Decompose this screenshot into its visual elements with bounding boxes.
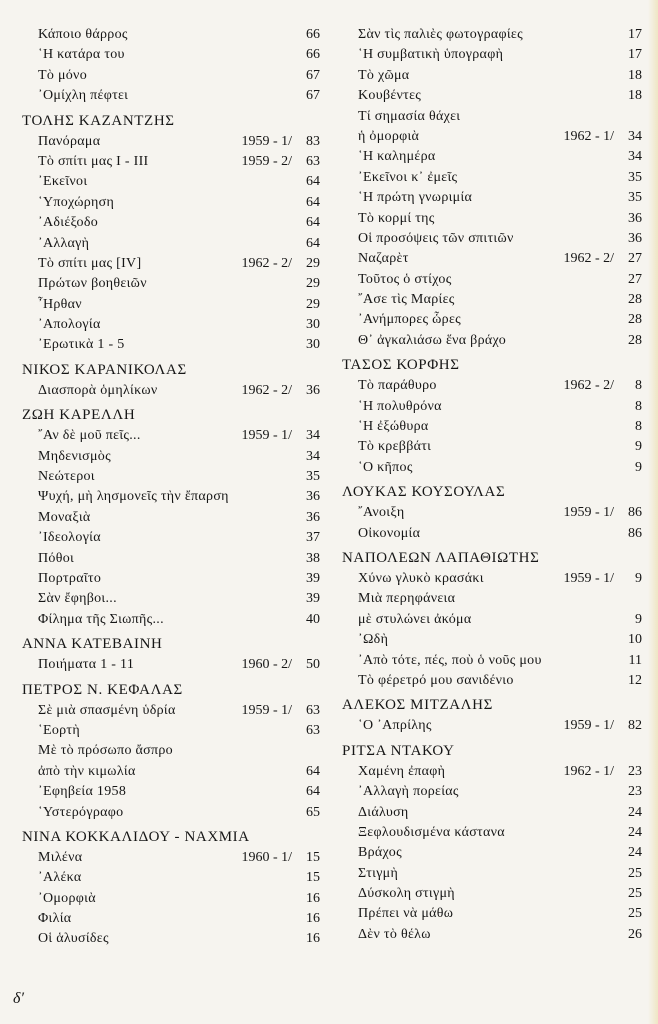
entry-title: Μὲ τὸ πρόσωπο ἄσπρο: [38, 743, 173, 759]
entry-title: Σὰν τὶς παλιὲς φωτογραφίες: [358, 27, 523, 42]
entry-title: Διάλυση: [358, 804, 409, 820]
index-entry: [22, 132, 320, 152]
author-section: [342, 25, 642, 351]
entry-page: 10: [628, 632, 642, 648]
entry-page: 35: [628, 169, 642, 185]
entry-page: 34: [306, 448, 320, 464]
index-entry: [22, 508, 320, 528]
entry-page: 9: [635, 439, 642, 455]
entry-page: 11: [628, 652, 642, 668]
index-entry: [342, 249, 642, 269]
entry-page: 17: [628, 27, 642, 42]
entry-page: 36: [628, 210, 642, 226]
entry-title: Ναζαρὲτ: [358, 251, 409, 267]
entry-title: Τὸ μόνο: [38, 67, 87, 83]
entry-page: 18: [628, 88, 642, 104]
author-name: ΤΟΛΗΣ ΚΑΖΑΝΤΖΗΣ: [22, 112, 175, 129]
entry-title: Πορτραῖτο: [38, 570, 102, 586]
entry-title: Τὸ παράθυρο: [358, 378, 437, 394]
entry-page: 8: [635, 419, 642, 435]
index-entry: [22, 589, 320, 609]
index-entry: [342, 716, 642, 736]
entry-title: Τὸ φέρετρό μου σανιδένιο: [358, 672, 514, 688]
index-entry: [342, 503, 642, 523]
entry-title: Φιλία: [38, 911, 72, 927]
entry-page: 50: [306, 657, 320, 673]
entry-page: 30: [306, 337, 320, 353]
index-entry: [22, 315, 320, 335]
entry-issue: 1962 - 2/: [563, 251, 614, 267]
entry-page: 23: [628, 784, 642, 800]
entry-title: Οἱ προσόψεις τῶν σπιτιῶν: [358, 230, 514, 246]
index-entry: [342, 904, 642, 924]
entry-page: 64: [306, 174, 320, 190]
entry-title: ᾿Ομίχλη πέφτει: [38, 88, 129, 104]
entry-page: 16: [306, 890, 320, 906]
index-entry: [342, 290, 642, 310]
index-entry: [342, 762, 642, 782]
author-name: ΑΛΕΚΟΣ ΜΙΤΖΑΛΗΣ: [342, 697, 493, 714]
entry-issue: 1960 - 1/: [241, 849, 292, 865]
entry-title: Τὸ σπίτι μας I - III: [38, 153, 149, 169]
entry-issue: 1962 - 1/: [563, 763, 614, 779]
index-column-left: [22, 25, 320, 950]
index-entry: [22, 655, 320, 675]
index-entry: [342, 331, 642, 351]
entry-title: Πρέπει νὰ μάθω: [358, 906, 454, 922]
index-entry: [22, 782, 320, 802]
index-entry: [22, 335, 320, 355]
author-name: ΤΑΣΟΣ ΚΟΡΦΗΣ: [342, 357, 460, 374]
entry-page: 25: [628, 865, 642, 881]
entry-page: 40: [306, 611, 320, 627]
index-entry: [22, 467, 320, 487]
entry-page: 30: [306, 317, 320, 333]
index-entry: [22, 528, 320, 548]
index-entry: [22, 868, 320, 888]
entry-title: Πόθοι: [38, 550, 75, 566]
index-entry: [22, 426, 320, 446]
index-entry: [342, 458, 642, 478]
index-entry: [342, 569, 642, 589]
index-entry: [22, 487, 320, 507]
entry-issue: 1959 - 2/: [241, 153, 292, 169]
entry-title: ᾿Ερωτικὰ 1 - 5: [38, 337, 125, 353]
entry-title: ᾿Εκεῖνοι κ᾿ ἐμεῖς: [358, 169, 458, 185]
index-entry: [22, 66, 320, 86]
index-entry: [22, 569, 320, 589]
entry-page: 36: [306, 509, 320, 525]
entry-page: 36: [306, 489, 320, 505]
entry-page: 36: [628, 230, 642, 246]
index-entry: [342, 417, 642, 437]
entry-title: Διασπορὰ ὁμηλίκων: [38, 382, 158, 398]
entry-page: 35: [306, 469, 320, 485]
index-entry: [342, 188, 642, 208]
index-entry: [342, 107, 642, 127]
entry-title: ῾Ο ᾿Απρίλης: [358, 718, 432, 734]
entry-page: 67: [306, 67, 320, 83]
entry-page: 28: [628, 332, 642, 348]
entry-page: [620, 589, 642, 609]
entry-title: ἡ ὀμορφιὰ: [358, 128, 420, 144]
entry-title: ᾿Ομορφιὰ: [38, 890, 96, 906]
entry-page: 64: [306, 763, 320, 779]
entry-title: ῎Αν δὲ μοῦ πεῖς...: [38, 428, 141, 444]
entry-title: ᾿Απὸ τότε, πές, ποὺ ὁ νοῦς μου: [358, 652, 542, 668]
index-entry: [22, 762, 320, 782]
entry-page: 67: [306, 88, 320, 104]
author-section: [22, 25, 320, 107]
entry-page: 64: [306, 784, 320, 800]
entry-page: 37: [306, 530, 320, 546]
entry-title: Πανόραμα: [38, 133, 101, 149]
index-entry: [22, 213, 320, 233]
entry-title: ῾Η ἐξώθυρα: [358, 419, 429, 435]
entry-title: ἀπὸ τὴν κιμωλία: [38, 763, 136, 779]
entry-page: 35: [628, 190, 642, 206]
entry-issue: 1959 - 1/: [563, 505, 614, 521]
entry-title: Τὸ χῶμα: [358, 67, 410, 83]
index-entry: [342, 524, 642, 544]
index-entry: [342, 437, 642, 457]
index-entry: [342, 803, 642, 823]
entry-title: Νεώτεροι: [38, 469, 95, 485]
entry-page: 15: [306, 849, 320, 865]
entry-title: Κουβέντες: [358, 88, 422, 104]
entry-title: ῾Ο κῆπος: [358, 459, 413, 475]
entry-title: ᾿Αδιέξοδο: [38, 215, 99, 231]
author-name: ΠΕΤΡΟΣ Ν. ΚΕΦΑΛΑΣ: [22, 681, 183, 698]
index-entry: [342, 270, 642, 290]
entry-page: 64: [306, 194, 320, 210]
entry-page: 86: [628, 525, 642, 541]
author-section: [342, 741, 642, 946]
author-name: ΝΑΠΟΛΕΩΝ ΛΑΠΑΘΙΩΤΗΣ: [342, 549, 540, 566]
index-entry: [342, 86, 642, 106]
index-entry: [22, 549, 320, 569]
entry-title: ᾿Ιδεολογία: [38, 530, 101, 546]
entry-page: 23: [628, 763, 642, 779]
entry-title: Φίλημα τῆς Σιωπῆς...: [38, 611, 164, 627]
entry-title: ῾Εορτὴ: [38, 722, 80, 738]
entry-page: 34: [628, 149, 642, 165]
entry-page: 26: [628, 926, 642, 942]
entry-page: 8: [635, 398, 642, 414]
entry-title: Χύνω γλυκὸ κρασάκι: [358, 570, 484, 586]
entry-page: 24: [628, 804, 642, 820]
entry-page: 9: [635, 611, 642, 627]
entry-page: 25: [628, 906, 642, 922]
entry-title: Οἱ ἁλυσίδες: [38, 931, 109, 947]
entry-page: 86: [628, 505, 642, 521]
index-entry: [342, 864, 642, 884]
index-entry: [22, 254, 320, 274]
author-section: [22, 360, 320, 401]
index-entry: [22, 86, 320, 106]
entry-title: Δύσκολη στιγμὴ: [358, 886, 455, 902]
entry-title: ῾Η κατάρα του: [38, 47, 125, 63]
entry-title: Τί σημασία θάχει: [358, 108, 461, 124]
entry-page: 29: [306, 255, 320, 271]
author-name: ΑΝΝΑ ΚΑΤΕΒΑΙΝΗ: [22, 636, 163, 653]
entry-issue: 1962 - 1/: [563, 128, 614, 144]
index-entry: [22, 848, 320, 868]
index-entry: [342, 310, 642, 330]
entry-issue: 1959 - 1/: [241, 702, 292, 718]
entry-page: 17: [628, 47, 642, 63]
entry-page: 39: [306, 591, 320, 607]
entry-title: ῎Ανοιξη: [358, 505, 405, 521]
entry-page: 63: [306, 702, 320, 718]
index-entry: [342, 782, 642, 802]
index-entry: [342, 147, 642, 167]
entry-title: ῾Η καλημέρα: [358, 149, 436, 165]
entry-title: Τὸ σπίτι μας [IV]: [38, 255, 142, 271]
entry-issue: 1959 - 1/: [563, 570, 614, 586]
entry-title: ᾿Αλλαγὴ: [38, 235, 90, 251]
entry-issue: 1962 - 2/: [241, 255, 292, 271]
index-entry: [342, 66, 642, 86]
author-section: [342, 482, 642, 544]
entry-title: ᾿Αλλαγὴ πορείας: [358, 784, 459, 800]
author-name: ΡΙΤΣΑ ΝΤΑΚΟΥ: [342, 742, 455, 759]
entry-page: 27: [628, 251, 642, 267]
index-entry: [342, 671, 642, 691]
entry-page: 34: [306, 428, 320, 444]
entry-page: 38: [306, 550, 320, 566]
index-entry: [342, 45, 642, 65]
entry-page: 63: [306, 153, 320, 169]
entry-page: 24: [628, 824, 642, 840]
entry-page: 24: [628, 845, 642, 861]
index-entry: [342, 209, 642, 229]
entry-page: 9: [635, 570, 642, 586]
author-section: [22, 827, 320, 950]
index-entry: [22, 889, 320, 909]
entry-title: Τὸ κορμί της: [358, 210, 435, 226]
index-entry: [342, 25, 642, 45]
index-entry: [342, 884, 642, 904]
author-section: [22, 111, 320, 356]
entry-page: 64: [306, 215, 320, 231]
entry-page: [620, 107, 642, 127]
entry-issue: 1959 - 1/: [241, 428, 292, 444]
index-entry: [342, 610, 642, 630]
index-entry: [342, 589, 642, 609]
entry-page: 29: [306, 276, 320, 292]
entry-title: Θ᾿ ἀγκαλιάσω ἕνα βράχο: [358, 332, 507, 348]
entry-page: 66: [306, 47, 320, 63]
entry-title: Βράχος: [358, 845, 402, 861]
author-section: [342, 695, 642, 736]
entry-page: 16: [306, 931, 320, 947]
page-folio: δ′: [13, 990, 24, 1007]
entry-page: 39: [306, 570, 320, 586]
author-name: ΝΙΝΑ ΚΟΚΚΑΛΙΔΟΥ - ΝΑΧΜΙΑ: [22, 828, 250, 845]
author-section: [342, 548, 642, 691]
entry-page: 18: [628, 67, 642, 83]
index-entry: [342, 823, 642, 843]
entry-page: 64: [306, 235, 320, 251]
entry-issue: 1962 - 2/: [563, 378, 614, 394]
index-entry: [22, 25, 320, 45]
author-name: ΛΟΥΚΑΣ ΚΟΥΣΟΥΛΑΣ: [342, 484, 506, 501]
entry-page: 82: [628, 718, 642, 734]
entry-title: Ξεφλουδισμένα κάστανα: [358, 824, 505, 840]
index-entry: [22, 193, 320, 213]
entry-title: ῾Η συμβατικὴ ὑπογραφὴ: [358, 47, 504, 63]
entry-page: 36: [306, 382, 320, 398]
entry-page: 63: [306, 722, 320, 738]
entry-title: Μηδενισμὸς: [38, 448, 111, 464]
entry-title: Μοναξιὰ: [38, 509, 91, 525]
entry-page: 34: [628, 128, 642, 144]
entry-title: μὲ στυλώνει ἀκόμα: [358, 611, 472, 627]
entry-issue: 1959 - 1/: [241, 133, 292, 149]
entry-page: 28: [628, 312, 642, 328]
index-entry: [342, 376, 642, 396]
entry-title: Πρώτων βοηθειῶν: [38, 276, 147, 292]
entry-title: Κάποιο θάρρος: [38, 27, 128, 42]
entry-page: [298, 741, 320, 761]
entry-title: ᾿Απολογία: [38, 317, 101, 333]
entry-title: ῏Ηρθαν: [38, 296, 82, 312]
entry-page: 66: [306, 27, 320, 42]
author-section: [342, 355, 642, 478]
entry-page: 15: [306, 870, 320, 886]
entry-title: ᾿Ωδὴ: [358, 632, 389, 648]
entry-issue: 1962 - 2/: [241, 382, 292, 398]
entry-title: Χαμένη ἐπαφὴ: [358, 763, 446, 779]
entry-title: Τὸ κρεββάτι: [358, 439, 432, 455]
author-name: ΝΙΚΟΣ ΚΑΡΑΝΙΚΟΛΑΣ: [22, 361, 187, 378]
index-entry: [342, 127, 642, 147]
index-entry: [22, 610, 320, 630]
index-entry: [22, 274, 320, 294]
entry-title: ῾Υποχώρηση: [38, 194, 115, 210]
index-entry: [22, 741, 320, 761]
entry-title: Οἰκονομία: [358, 525, 421, 541]
index-entry: [342, 168, 642, 188]
index-entry: [22, 295, 320, 315]
entry-title: ῎Ασε τὶς Μαρίες: [358, 292, 455, 308]
index-entry: [22, 701, 320, 721]
author-section: [22, 680, 320, 823]
index-entry: [22, 45, 320, 65]
entry-title: ῾Η πολυθρόνα: [358, 398, 442, 414]
entry-title: Μιλένα: [38, 849, 83, 865]
entry-title: Στιγμὴ: [358, 865, 399, 881]
index-entry: [22, 803, 320, 823]
entry-page: 25: [628, 886, 642, 902]
index-entry: [22, 909, 320, 929]
index-column-right: [342, 25, 642, 945]
index-entry: [22, 172, 320, 192]
entry-title: Ψυχή, μὴ λησμονεῖς τὴν ἔπαρση: [38, 489, 229, 505]
author-section: [22, 405, 320, 630]
entry-title: Δὲν τὸ θέλω: [358, 926, 431, 942]
entry-page: 83: [306, 133, 320, 149]
index-entry: [342, 397, 642, 417]
entry-title: Τοῦτος ὁ στίχος: [358, 271, 452, 287]
entry-title: ᾿Ανήμπορες ὧρες: [358, 312, 461, 328]
index-entry: [342, 630, 642, 650]
entry-title: Ποιήματα 1 - 11: [38, 657, 135, 673]
index-entry: [342, 229, 642, 249]
entry-page: 9: [635, 459, 642, 475]
page-edge: [648, 0, 658, 1024]
entry-page: 29: [306, 296, 320, 312]
index-entry: [22, 929, 320, 949]
entry-title: Σὲ μιὰ σπασμένη ὑδρία: [38, 702, 176, 718]
index-entry: [342, 925, 642, 945]
entry-page: 28: [628, 292, 642, 308]
entry-issue: 1960 - 2/: [241, 657, 292, 673]
index-entry: [22, 721, 320, 741]
entry-page: 12: [628, 672, 642, 688]
index-entry: [22, 447, 320, 467]
entry-title: ᾿Αλέκα: [38, 870, 82, 886]
entry-title: ᾿Εφηβεία 1958: [38, 784, 127, 800]
entry-title: ᾿Εκεῖνοι: [38, 174, 88, 190]
author-section: [22, 634, 320, 675]
index-entry: [342, 651, 642, 671]
entry-title: ῾Υστερόγραφο: [38, 804, 124, 820]
entry-page: 16: [306, 911, 320, 927]
entry-page: 27: [628, 271, 642, 287]
entry-page: 65: [306, 804, 320, 820]
index-entry: [342, 843, 642, 863]
index-entry: [22, 381, 320, 401]
index-entry: [22, 234, 320, 254]
entry-title: Σὰν ἔφηβοι...: [38, 591, 117, 607]
entry-page: 8: [635, 378, 642, 394]
entry-issue: 1959 - 1/: [563, 718, 614, 734]
index-entry: [22, 152, 320, 172]
author-name: ΖΩΗ ΚΑΡΕΛΛΗ: [22, 407, 136, 424]
entry-title: Μιὰ περηφάνεια: [358, 591, 456, 607]
entry-title: ῾Η πρώτη γνωριμία: [358, 190, 473, 206]
